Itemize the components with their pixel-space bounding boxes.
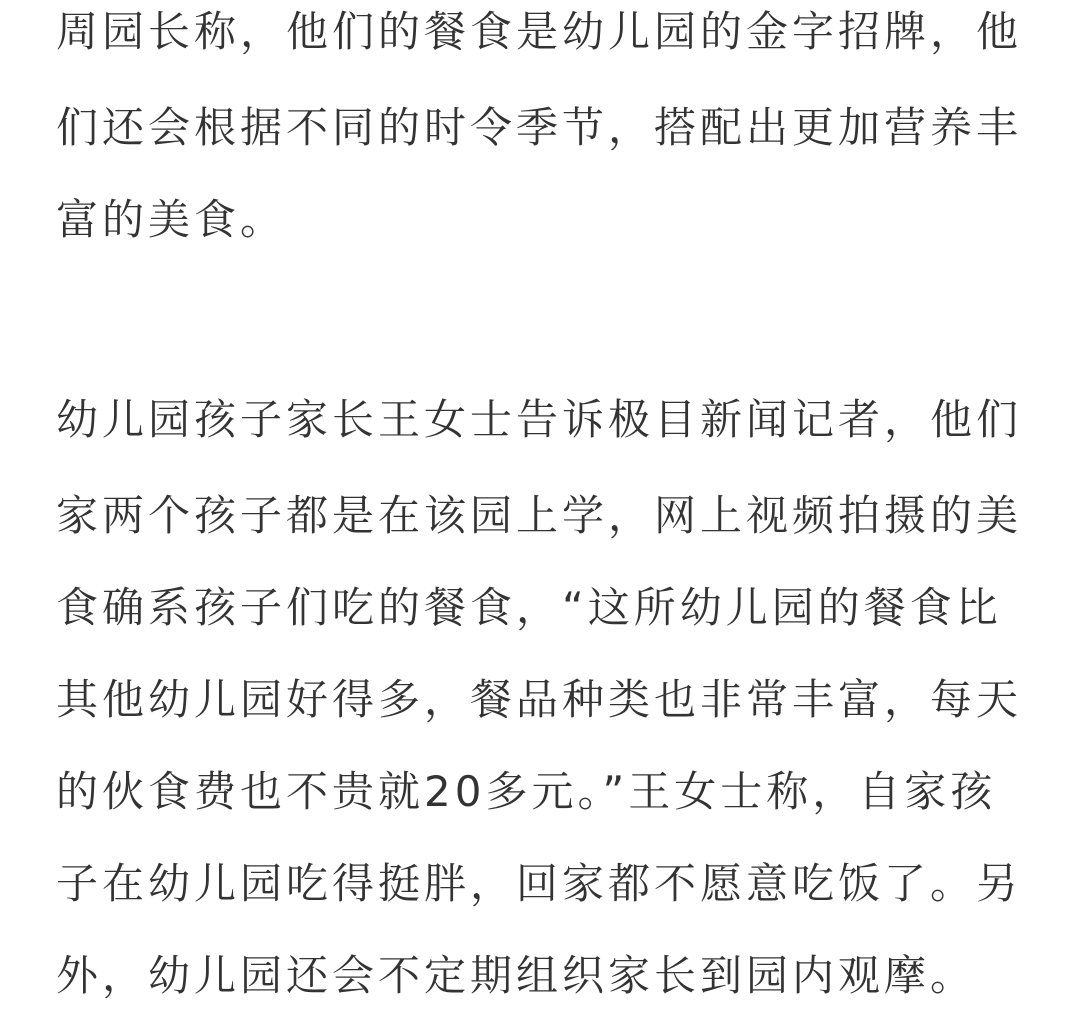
text-line: 的伙食费也不贵就20多元。”王女士称，自家孩 <box>56 767 997 816</box>
article-body <box>56 0 1031 1032</box>
text-line: 家两个孩子都是在该园上学，网上视频拍摄的美 <box>56 491 1023 540</box>
text-line: 子在幼儿园吃得挺胖，回家都不愿意吃饭了。另 <box>56 859 1023 908</box>
text-line: 周园长称，他们的餐食是幼儿园的金字招牌，他 <box>56 7 1023 56</box>
text-line: 富的美食。 <box>56 195 287 244</box>
text-line: 幼儿园孩子家长王女士告诉极目新闻记者，他们 <box>56 395 1023 444</box>
paragraph-2 <box>56 388 1031 1032</box>
paragraph-1 <box>56 0 1031 276</box>
text-line: 外，幼儿园还会不定期组织家长到园内观摩。 <box>56 951 977 1000</box>
paragraph-spacer <box>56 276 1031 388</box>
text-line: 其他幼儿园好得多，餐品种类也非常丰富，每天 <box>56 675 1023 724</box>
text-line: 们还会根据不同的时令季节，搭配出更加营养丰 <box>56 103 1023 152</box>
text-line: 食确系孩子们吃的餐食，“这所幼儿园的餐食比 <box>56 583 1002 632</box>
